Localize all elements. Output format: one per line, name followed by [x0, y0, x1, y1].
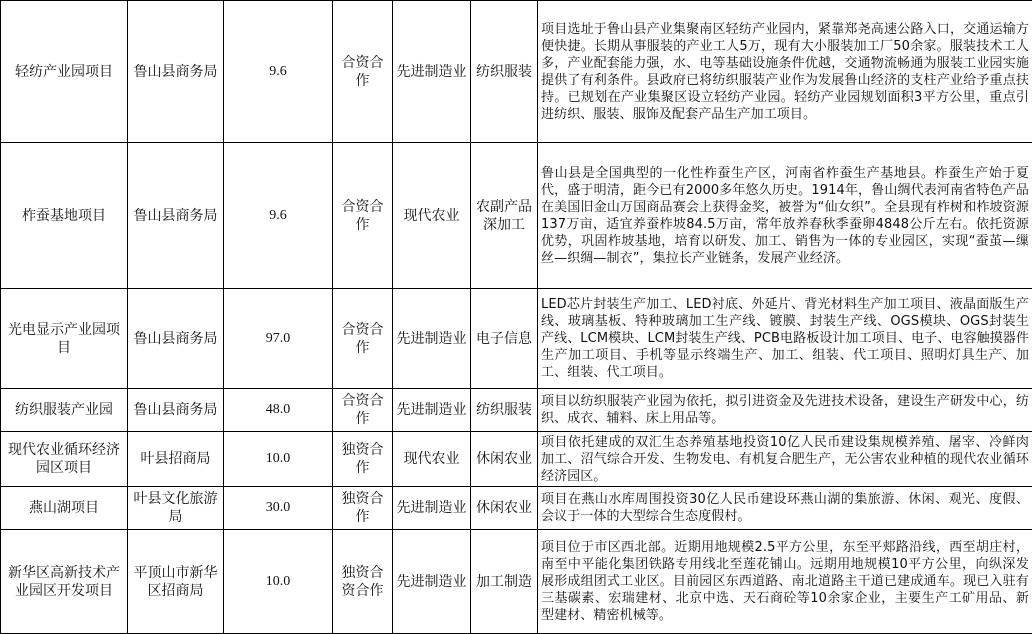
industry-subcategory: 农副产品深加工: [471, 143, 538, 289]
cooperation-mode: 合资合作: [333, 143, 393, 289]
responsible-department: 叶县招商局: [128, 432, 224, 487]
project-description: 项目以纺织服装产业园为依托，拟引进资金及先进技术设备，建设生产研发中心，纺织、成衣、辅料、床上用品等。: [538, 389, 1032, 432]
project-name: 新华区高新技术产业园区开发项目: [1, 530, 128, 634]
investment-amount: 10.0: [224, 432, 333, 487]
investment-amount: 97.0: [224, 289, 333, 389]
table-row: [1, 432, 1032, 487]
investment-amount: 10.0: [224, 530, 333, 634]
project-description: LED芯片封装生产加工、LED衬底、外延片、背光材料生产加工项目、液晶面版生产线、玻璃基板、特种玻璃加工生产线、镀膜、封装生产线、OGS模块、OGS封装生产线、LCM模块、LCM封装生产线、PCB电路板设计加工项目、电子、电容触摸器件生产加工项目、手机等显示终端生产、加工、组装、代工项目、照明灯具生产、加工、组装、代工项目。: [538, 289, 1032, 389]
responsible-department: 鲁山县商务局: [128, 389, 224, 432]
project-name: 轻纺产业园项目: [1, 1, 128, 143]
cooperation-mode: 独资合资合作: [333, 530, 393, 634]
project-description: 鲁山县是全国典型的一化性柞蚕生产区，河南省柞蚕生产基地县。柞蚕生产始于夏代，盛于明清，距今已有2000多年悠久历史。1914年，鲁山绸代表河南省特色产品在美国旧金山万国商品赛会上获得金奖，被誉为“仙女织”。全县现有柞树和柞坡资源137万亩，适宜养蚕柞坡84.5万亩，常年放养春秋季蚕卵4848公斤左右。依托资源优势，巩固柞坡基地，培育以研发、加工、销售为一体的专业园区，实现“蚕茧—缫丝—织绸—制衣”，集拉长产业链条，发展产业经济。: [538, 143, 1032, 289]
cooperation-mode: 合资合作: [333, 389, 393, 432]
industry-category: 现代农业: [393, 143, 471, 289]
project-name: 柞蚕基地项目: [1, 143, 128, 289]
responsible-department: 叶县文化旅游局: [128, 487, 224, 530]
cooperation-mode: 独资合作: [333, 487, 393, 530]
table-row: [1, 530, 1032, 634]
industry-subcategory: 纺织服装: [471, 1, 538, 143]
investment-amount: 9.6: [224, 143, 333, 289]
investment-amount: 9.6: [224, 1, 333, 143]
project-name: 光电显示产业园项目: [1, 289, 128, 389]
industry-subcategory: 加工制造: [471, 530, 538, 634]
industry-category: 先进制造业: [393, 289, 471, 389]
industry-subcategory: 电子信息: [471, 289, 538, 389]
industry-category: 先进制造业: [393, 389, 471, 432]
responsible-department: 鲁山县商务局: [128, 143, 224, 289]
industry-category: 先进制造业: [393, 530, 471, 634]
project-description: 项目位于市区西北部。近期用地规模2.5平方公里，东至平郏路沿线，西至胡庄村，南至中平能化集团铁路专用线北至莲花铺山。远期用地规模10平方公里，向纵深发展形成组团式工业区。目前园区东西道路、南北道路主干道已建成通车。现已入驻有三基碳素、宏瑞建材、北京中选、天石商砼等10余家企业，主要生产工矿用品、新型建材、精密机械等。: [538, 530, 1032, 634]
table-row: [1, 389, 1032, 432]
project-description: 项目选址于鲁山县产业集聚南区轻纺产业园内，紧靠郑尧高速公路入口，交通运输方便快捷。长期从事服装的产业工人5万，现有大小服装加工厂50余家。服装技术工人多，产业配套能力强，水、电等基础设施条件优越，交通物流畅通为服装工业园实施提供了有利条件。县政府已将纺织服装产业作为发展鲁山经济的支柱产业给予重点扶持。已规划在产业集聚区设立轻纺产业园。轻纺产业园规划面积3平方公里，重点引进纺织、服装、服饰及配套产品生产加工项目。: [538, 1, 1032, 143]
cooperation-mode: 合资合作: [333, 1, 393, 143]
responsible-department: 鲁山县商务局: [128, 289, 224, 389]
industry-category: 现代农业: [393, 432, 471, 487]
responsible-department: 平顶山市新华区招商局: [128, 530, 224, 634]
table-row: [1, 487, 1032, 530]
cooperation-mode: 合资合作: [333, 289, 393, 389]
project-name: 纺织服装产业园: [1, 389, 128, 432]
table-row: [1, 289, 1032, 389]
table-row: [1, 1, 1032, 143]
project-description: 项目依托建成的双汇生态养殖基地投资10亿人民币建设集规模养殖、屠宰、冷鲜肉加工、沼气综合开发、生物发电、有机复合肥生产，无公害农业种植的现代农业循环经济园区。: [538, 432, 1032, 487]
industry-subcategory: 纺织服装: [471, 389, 538, 432]
industry-category: 先进制造业: [393, 1, 471, 143]
project-description: 项目在燕山水库周围投资30亿人民币建设环燕山湖的集旅游、休闲、观光、度假、会议于一体的大型综合生态度假村。: [538, 487, 1032, 530]
cooperation-mode: 独资合作: [333, 432, 393, 487]
industry-category: 先进制造业: [393, 487, 471, 530]
investment-amount: 30.0: [224, 487, 333, 530]
project-name: 现代农业循环经济园区项目: [1, 432, 128, 487]
industry-subcategory: 休闲农业: [471, 487, 538, 530]
table-row: [1, 143, 1032, 289]
project-name: 燕山湖项目: [1, 487, 128, 530]
responsible-department: 鲁山县商务局: [128, 1, 224, 143]
investment-amount: 48.0: [224, 389, 333, 432]
industry-subcategory: 休闲农业: [471, 432, 538, 487]
